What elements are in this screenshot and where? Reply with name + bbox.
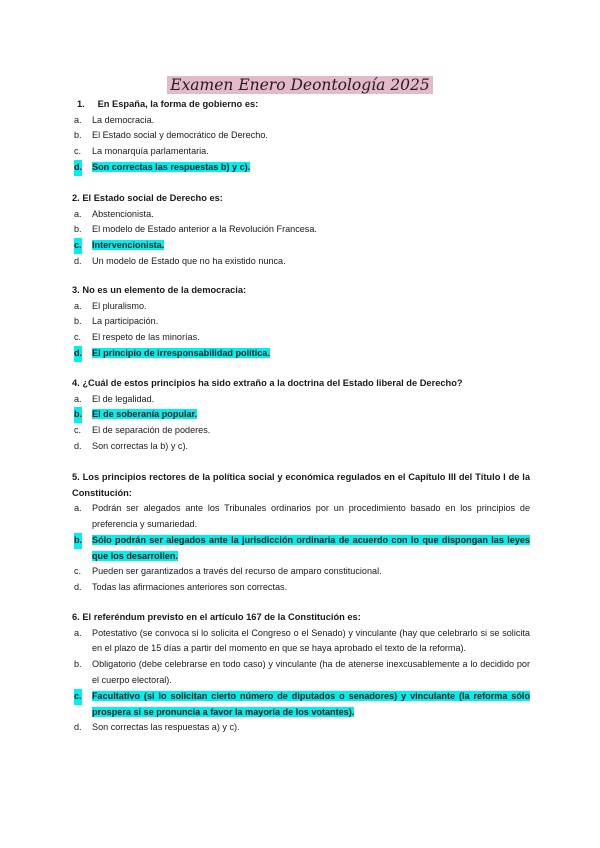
option-a: [72, 113, 530, 129]
question-number: 6.: [72, 612, 80, 622]
option-b: [72, 314, 530, 330]
option-letter: c.: [74, 146, 82, 157]
option-letter: a.: [74, 627, 82, 638]
option-text: El de legalidad.: [92, 393, 155, 404]
option-letter: a.: [74, 503, 82, 514]
option-d: [72, 439, 530, 455]
option-text: La democracia.: [92, 114, 155, 125]
option-letter: b.: [74, 533, 82, 549]
option-text: Pueden ser garantizados a través del recurso de amparo constitucional.: [92, 566, 382, 577]
question-number: 3.: [72, 285, 80, 295]
option-a: [72, 626, 530, 658]
question-4: [72, 376, 530, 455]
option-d-correct: [72, 160, 530, 176]
option-text: Facultativo (si lo solicitan cierto número de diputados o senadores) y vinculante (la reforma sólo prospera si se pronuncia a favor la mayoría de los votantes).: [92, 690, 530, 717]
question-number: 2.: [72, 193, 80, 203]
question-title: [72, 376, 530, 392]
option-d: [72, 720, 530, 736]
option-text: El respeto de las minorías.: [92, 332, 200, 343]
option-c: [72, 564, 530, 580]
question-1: [72, 97, 530, 176]
option-letter: a.: [74, 114, 82, 125]
option-b: [72, 222, 530, 238]
option-letter: d.: [74, 160, 82, 176]
option-letter: b.: [74, 224, 82, 235]
option-text: El Estado social y democrático de Derecho.: [92, 130, 268, 141]
option-letter: c.: [74, 689, 82, 705]
option-letter: c.: [74, 332, 82, 343]
option-letter: b.: [74, 130, 82, 141]
option-text: Abstencionista.: [92, 208, 154, 219]
option-text: Podrán ser alegados ante los Tribunales ordinarios por un procedimiento basado en los principios de preferencia y sumariedad.: [92, 503, 530, 529]
option-letter: c.: [74, 425, 82, 436]
option-letter: b.: [74, 407, 82, 423]
option-text: Son correctas las respuestas a) y c).: [92, 722, 240, 733]
option-text: Son correctas la b) y c).: [92, 440, 189, 451]
question-title: [72, 97, 530, 113]
option-letter: b.: [74, 316, 82, 327]
option-text: El principio de irresponsabilidad política.: [92, 347, 270, 358]
option-letter: c.: [74, 566, 82, 577]
option-text: Son correctas las respuestas b) y c).: [92, 161, 251, 172]
question-title: [72, 470, 530, 501]
option-b-correct: [72, 533, 530, 565]
option-text: Sólo podrán ser alegados ante la jurisdicción ordinaria de acuerdo con lo que dispongan las leyes que los desarrollen.: [92, 534, 530, 561]
question-text: En España, la forma de gobierno es:: [97, 99, 259, 109]
question-text: Los principios rectores de la política social y económica regulados en el Capítulo III del Título I de la Constitución:: [72, 472, 530, 498]
title-wrap: [0, 76, 600, 95]
option-text: El pluralismo.: [92, 300, 147, 311]
option-text: El de separación de poderes.: [92, 425, 211, 436]
option-c: [72, 423, 530, 439]
option-d-correct: [72, 346, 530, 362]
option-letter: b.: [74, 659, 82, 670]
option-letter: d.: [74, 255, 82, 266]
option-d: [72, 580, 530, 596]
option-b-correct: [72, 407, 530, 423]
option-text: Intervencionista.: [92, 240, 165, 251]
question-number: 5.: [72, 472, 80, 482]
option-c-correct: [72, 689, 530, 721]
option-b: [72, 657, 530, 689]
option-letter: c.: [74, 238, 82, 254]
option-letter: d.: [74, 440, 82, 451]
option-a: [72, 392, 530, 408]
option-letter: a.: [74, 208, 82, 219]
question-text: No es un elemento de la democracia:: [82, 285, 247, 295]
option-letter: a.: [74, 393, 82, 404]
option-a: [72, 501, 530, 533]
question-number: 1.: [77, 99, 85, 109]
question-2: [72, 191, 530, 270]
option-text: El de soberanía popular.: [92, 409, 198, 420]
question-text: El referéndum previsto en el artículo 167 de la Constitución es:: [82, 612, 361, 622]
option-letter: d.: [74, 582, 82, 593]
question-number: 4.: [72, 378, 80, 388]
option-text: Obligatorio (debe celebrarse en todo caso) y vinculante (ha de atenerse inexcusablemente a lo decidido por el cuerpo electoral).: [92, 659, 530, 685]
question-3: [72, 283, 530, 362]
option-letter: d.: [74, 346, 82, 362]
question-title: [72, 283, 530, 299]
option-a: [72, 299, 530, 315]
option-text: La monarquía parlamentaria.: [92, 146, 209, 157]
option-text: Un modelo de Estado que no ha existido nunca.: [92, 255, 286, 266]
option-text: El modelo de Estado anterior a la Revolución Francesa.: [92, 224, 317, 235]
question-text: El Estado social de Derecho es:: [82, 193, 223, 203]
option-a: [72, 207, 530, 223]
option-c: [72, 144, 530, 160]
option-c: [72, 330, 530, 346]
option-text: La participación.: [92, 316, 159, 327]
question-text: ¿Cuál de estos principios ha sido extraño a la doctrina del Estado liberal de Derecho?: [82, 378, 463, 388]
question-5: [72, 470, 530, 596]
option-letter: a.: [74, 300, 82, 311]
option-letter: d.: [74, 722, 82, 733]
option-text: Todas las afirmaciones anteriores son correctas.: [92, 582, 288, 593]
option-d: [72, 254, 530, 270]
option-c-correct: [72, 238, 530, 254]
option-b: [72, 128, 530, 144]
question-title: [72, 610, 530, 626]
option-text: Potestativo (se convoca si lo solicita el Congreso o el Senado) y vinculante (hay que celebrarlo si se solicita en el plazo de 15 días a partir del momento en que se haya aprobado el texto de la reforma).: [92, 627, 530, 654]
question-title: [72, 191, 530, 207]
question-6: [72, 610, 530, 736]
page-title: Examen Enero Deontología 2025: [167, 76, 432, 94]
